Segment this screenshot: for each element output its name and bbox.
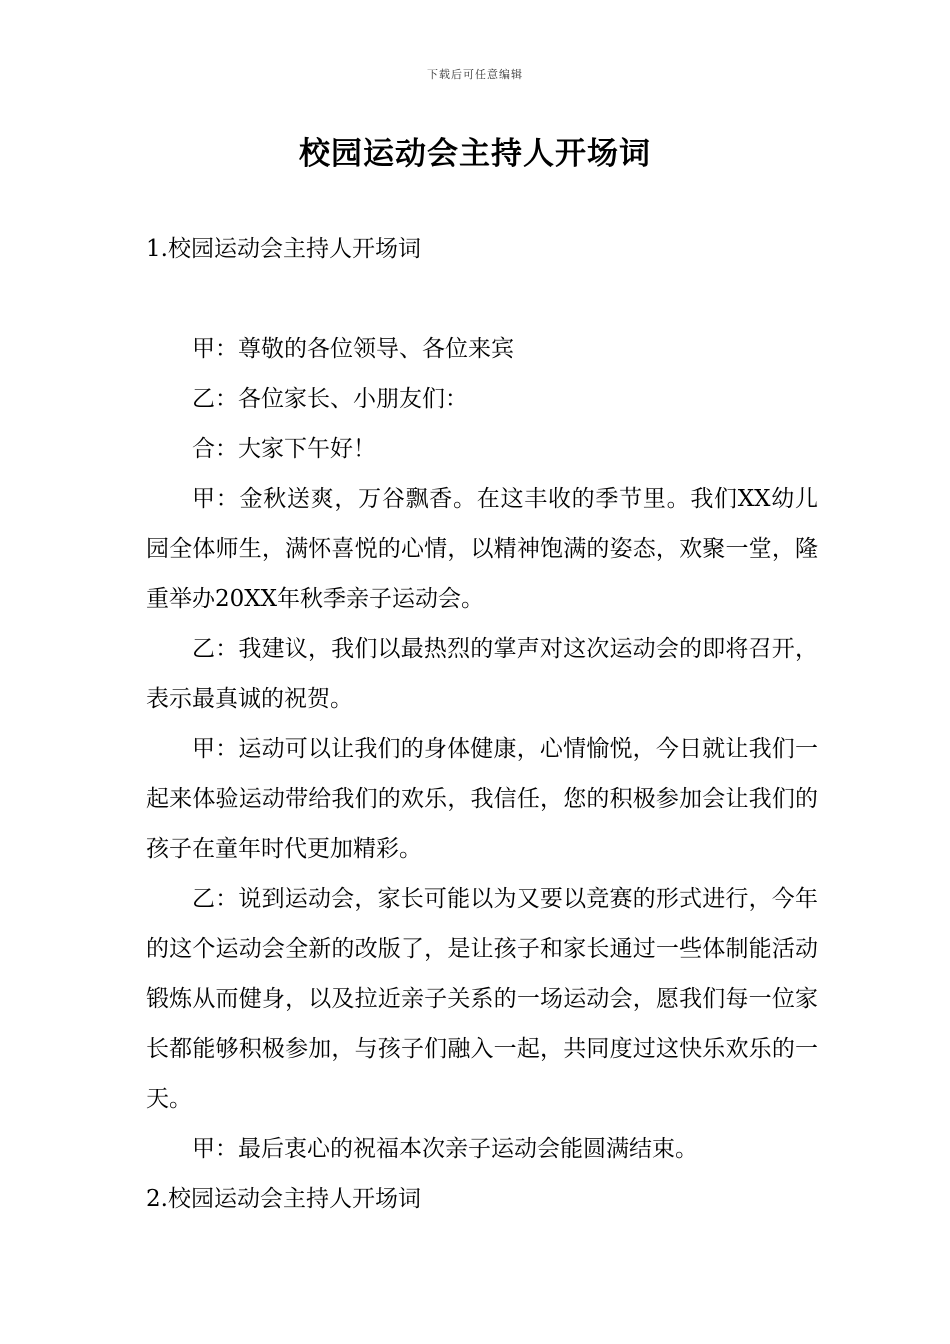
paragraph-5: 乙：我建议，我们以最热烈的掌声对这次运动会的即将召开，表示最真诚的祝贺。 [146,636,818,712]
section-heading-1: 1.校园运动会主持人开场词 [146,236,421,262]
section-heading-2: 2.校园运动会主持人开场词 [146,1186,421,1212]
paragraph-4: 甲：金秋送爽，万谷飘香。在这丰收的季节里。我们XX幼儿园全体师生，满怀喜悦的心情，以精神饱满的姿态，欢聚一堂，隆重举办20XX年秋季亲子运动会。 [146,486,818,612]
document-title: 校园运动会主持人开场词 [299,136,651,172]
paragraph-8: 甲：最后衷心的祝福本次亲子运动会能圆满结束。 [192,1136,698,1162]
paragraph-3: 合：大家下午好！ [192,436,376,462]
paragraph-7: 乙：说到运动会，家长可能以为又要以竞赛的形式进行，今年的这个运动会全新的改版了，是让孩子和家长通过一些体制能活动锻炼从而健身，以及拉近亲子关系的一场运动会，愿我们每一位家长都能够积极参加，与孩子们融入一起，共同度过这快乐欢乐的一天。 [146,886,818,1112]
paragraph-1: 甲：尊敬的各位领导、各位来宾 [192,336,514,362]
document-body [146,224,818,1224]
paragraph-2: 乙：各位家长、小朋友们： [192,386,468,412]
paragraph-6: 甲：运动可以让我们的身体健康，心情愉悦，今日就让我们一起来体验运动带给我们的欢乐，我信任，您的积极参加会让我们的孩子在童年时代更加精彩。 [146,736,818,862]
header-note: 下载后可任意编辑 [427,68,523,81]
